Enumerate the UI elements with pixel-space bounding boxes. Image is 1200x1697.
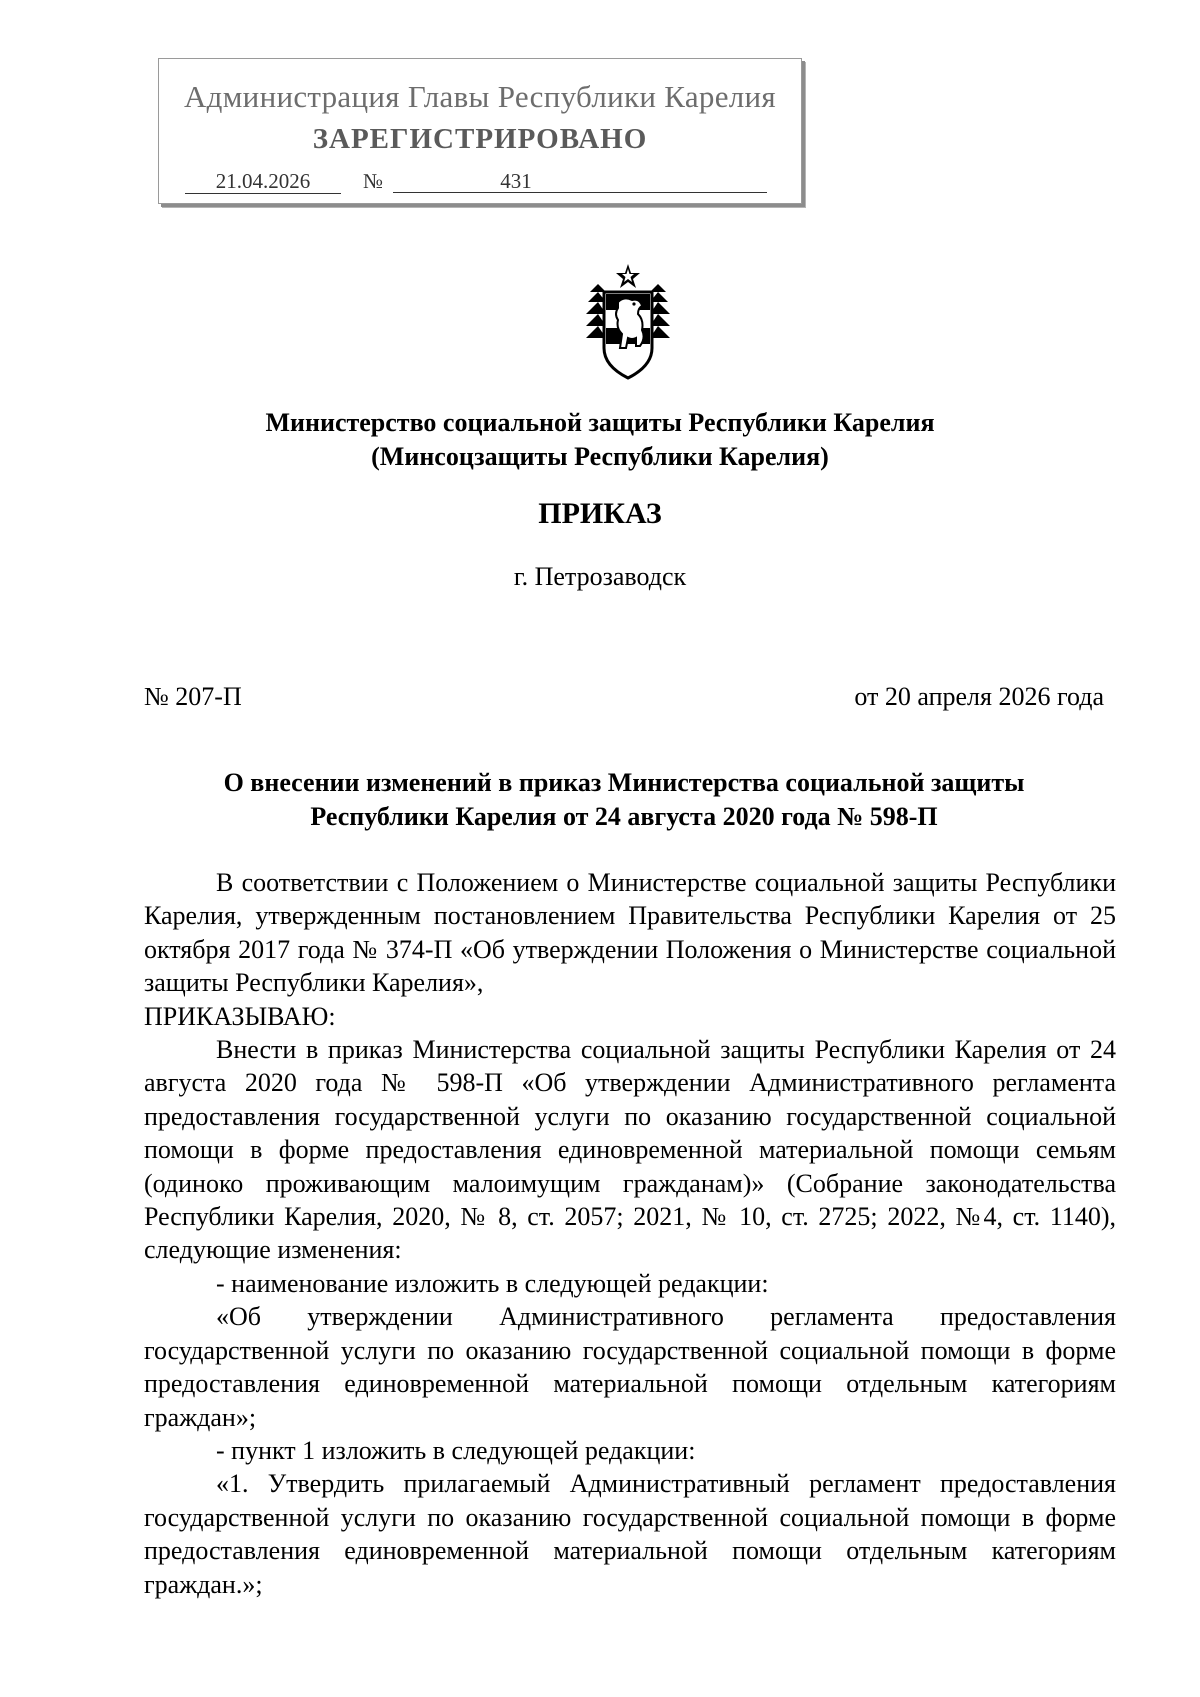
stamp-title: Администрация Главы Республики Карелия	[184, 79, 776, 114]
stamp-status: ЗАРЕГИСТРИРОВАНО	[312, 123, 648, 155]
subject-line-1: О внесении изменений в приказ Министерства социальной защиты	[223, 768, 1025, 797]
document-subject	[144, 766, 1104, 834]
registration-stamp	[158, 58, 802, 204]
document-body	[144, 866, 1116, 1601]
document-number: № 207-П	[144, 682, 242, 711]
subject-line-2: Республики Карелия от 24 августа 2020 года № 598-П	[310, 802, 938, 831]
body-paragraph-5: - пункт 1 изложить в следующей редакции:	[216, 1435, 696, 1465]
stamp-date: 21.04.2026	[185, 169, 341, 194]
order-word: ПРИКАЗЫВАЮ:	[144, 1001, 336, 1031]
body-paragraph-4: «Об утверждении Административного регламента предоставления государственной услуги по оказанию государственной социальной помощи в форме предоставления единовременной материальной помощи отдельным категориям граждан»;	[144, 1302, 1116, 1432]
document-date: от 20 апреля 2026 года	[854, 682, 1104, 711]
body-paragraph-2: Внести в приказ Министерства социальной защиты Республики Карелия от 24 августа 2020 года № 598-П «Об утверждении Административного регламента предоставления государственной услуги по оказанию государственной социальной помощи в форме предоставления единовременной материальной помощи семьям (одиноко проживающим малоимущим гражданам)» (Собрание законодательства Республики Карелия, 2020, № 8, ст. 2057; 2021, № 10, ст. 2725; 2022, №4, ст. 1140), следующие изменения:	[144, 1035, 1116, 1265]
document-type: ПРИКАЗ	[538, 497, 662, 530]
ministry-name: Министерство социальной защиты Республики Карелия	[265, 408, 935, 437]
stamp-number-sign: №	[359, 169, 393, 193]
stamp-number: 431	[375, 169, 767, 193]
karelia-coat-of-arms-icon	[584, 262, 672, 382]
body-paragraph-3: - наименование изложить в следующей редакции:	[216, 1268, 769, 1298]
ministry-short-name: (Минсоцзащиты Республики Карелия)	[371, 442, 829, 471]
body-paragraph-6: «1. Утвердить прилагаемый Административный регламент предоставления государственной услуги по оказанию государственной социальной помощи в форме предоставления единовременной материальной помощи отдельным категориям граждан.»;	[144, 1469, 1116, 1599]
document-city: г. Петрозаводск	[513, 562, 687, 591]
body-paragraph-1: В соответствии с Положением о Министерстве социальной защиты Республики Карелия, утвержденным постановлением Правительства Республики Карелия от 25 октября 2017 года № 374-П «Об утверждении Положения о Министерстве социальной защиты Республики Карелия»,	[144, 868, 1116, 998]
